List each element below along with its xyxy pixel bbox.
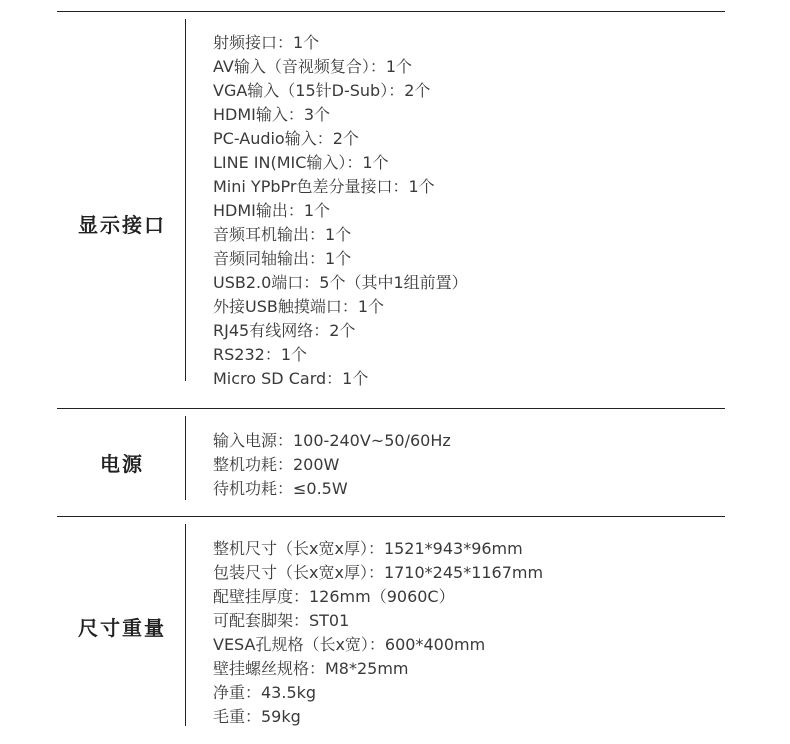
spec-item: 外接USB触摸端口：1个 (213, 297, 385, 316)
spec-item: VGA输入（15针D-Sub）：2个 (213, 81, 431, 100)
spec-item: LINE IN(MIC输入）：1个 (213, 153, 389, 172)
spec-item: RJ45有线网络：2个 (213, 321, 356, 340)
spec-item: USB2.0端口：5个（其中1组前置） (213, 273, 468, 292)
spec-item: 毛重：59kg (213, 707, 301, 726)
spec-item: 整机功耗：200W (213, 455, 340, 474)
spec-item: HDMI输出：1个 (213, 201, 331, 220)
spec-item: AV输入（音视频复合）：1个 (213, 57, 413, 76)
spec-item: HDMI输入：3个 (213, 105, 331, 124)
spec-item: 配壁挂厚度：126mm（9060C） (213, 587, 455, 606)
spec-item: 音频耳机输出：1个 (213, 225, 352, 244)
divider-top (57, 11, 725, 12)
spec-item: VESA孔规格（长x宽）：600*400mm (213, 635, 486, 654)
spec-item: 整机尺寸（长x宽x厚）：1521*943*96mm (213, 539, 523, 558)
spec-item: 可配套脚架：ST01 (213, 611, 350, 630)
spec-item: 待机功耗：≤0.5W (213, 479, 348, 498)
spec-item: Mini YPbPr色差分量接口：1个 (213, 177, 435, 196)
spec-list (213, 429, 451, 501)
section-dimensions-weight (57, 524, 725, 726)
divider-2 (57, 516, 725, 517)
spec-item: Micro SD Card：1个 (213, 369, 369, 388)
spec-item: 净重：43.5kg (213, 683, 317, 702)
spec-item: RS232：1个 (213, 345, 307, 364)
spec-list (213, 537, 543, 729)
spec-item: 包装尺寸（长x宽x厚）：1710*245*1167mm (213, 563, 544, 582)
spec-item: 壁挂螺丝规格：M8*25mm (213, 659, 409, 678)
section-separator (185, 19, 186, 381)
spec-item: 射频接口：1个 (213, 33, 320, 52)
section-power (57, 416, 725, 500)
section-label: 尺寸重量 (78, 616, 166, 640)
divider-1 (57, 408, 725, 409)
spec-item: 音频同轴输出：1个 (213, 249, 352, 268)
spec-item: 输入电源：100-240V~50/60Hz (213, 431, 451, 450)
section-label: 电源 (100, 452, 144, 476)
spec-item: PC-Audio输入：2个 (213, 129, 359, 148)
section-label: 显示接口 (78, 213, 166, 237)
section-display-interfaces (57, 19, 725, 388)
spec-list (213, 31, 468, 391)
